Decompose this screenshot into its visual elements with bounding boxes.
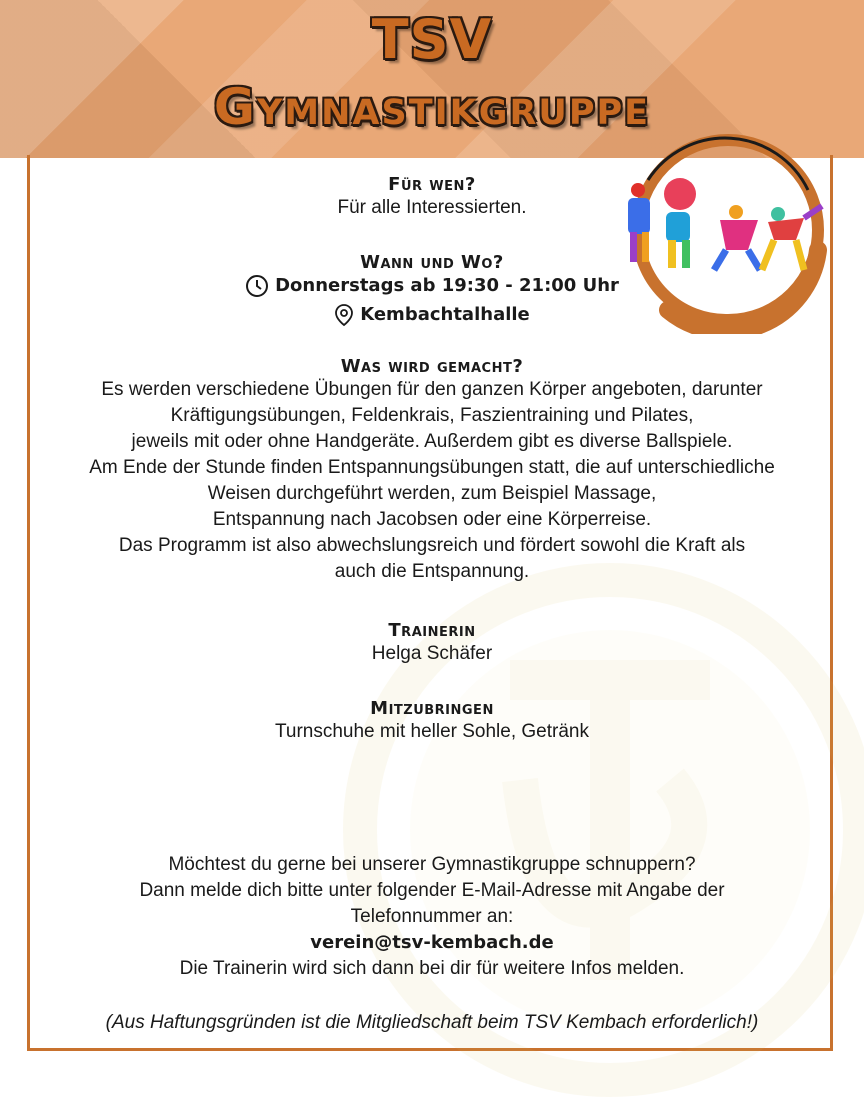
clock-icon bbox=[245, 274, 269, 298]
contact-line-2: Dann melde dich bitte unter folgender E-Mail-Adresse mit Angabe der bbox=[139, 880, 725, 901]
section-contact bbox=[40, 852, 824, 982]
section-trainerin bbox=[40, 620, 824, 667]
heading-fuer-wen: Für wen? bbox=[388, 174, 476, 195]
text-mitzubringen: Turnschuhe mit heller Sohle, Getränk bbox=[274, 721, 589, 742]
was-line: Das Programm ist also abwechslungsreich und fördert sowohl die Kraft als bbox=[118, 535, 746, 556]
title-gymnastikgruppe: Gymnastikgruppe bbox=[213, 78, 651, 136]
time-text: Donnerstags ab 19:30 - 21:00 Uhr bbox=[275, 275, 619, 296]
was-line: Weisen durchgeführt werden, zum Beispiel Massage, bbox=[207, 483, 657, 504]
was-line: Am Ende der Stunde finden Entspannungsübungen statt, die auf unterschiedliche bbox=[89, 457, 775, 478]
was-line: auch die Entspannung. bbox=[334, 561, 530, 582]
section-fuer-wen bbox=[40, 174, 824, 221]
membership-note: (Aus Haftungsgründen ist die Mitgliedschaft beim TSV Kembach erforderlich!) bbox=[105, 1012, 759, 1033]
heading-was-wird-gemacht: Was wird gemacht? bbox=[340, 356, 524, 377]
contact-line-4: Die Trainerin wird sich dann bei dir für weitere Infos melden. bbox=[179, 958, 685, 979]
text-fuer-wen: Für alle Interessierten. bbox=[337, 197, 527, 218]
heading-wann-wo: Wann und Wo? bbox=[360, 252, 504, 273]
contact-line-3: Telefonnummer an: bbox=[350, 906, 514, 927]
was-line: jeweils mit oder ohne Handgeräte. Außerdem gibt es diverse Ballspiele. bbox=[131, 431, 733, 452]
title-tsv: TSV bbox=[371, 8, 493, 71]
was-line: Entspannung nach Jacobsen oder eine Körperreise. bbox=[212, 509, 652, 530]
section-wann-wo bbox=[40, 252, 824, 331]
time-row bbox=[245, 273, 619, 299]
place-text: Kembachtalhalle bbox=[360, 304, 530, 325]
contact-line-1: Möchtest du gerne bei unserer Gymnastikgruppe schnuppern? bbox=[168, 854, 696, 875]
text-trainerin: Helga Schäfer bbox=[371, 643, 493, 664]
was-line: Kräftigungsübungen, Feldenkrais, Faszientraining und Pilates, bbox=[170, 405, 694, 426]
heading-mitzubringen: Mitzubringen bbox=[370, 698, 494, 719]
section-was-wird-gemacht bbox=[40, 356, 824, 585]
heading-trainerin: Trainerin bbox=[388, 620, 476, 641]
contact-email[interactable]: verein@tsv-kembach.de bbox=[310, 932, 554, 953]
location-pin-icon bbox=[334, 303, 354, 327]
was-line: Es werden verschiedene Übungen für den ganzen Körper angeboten, darunter bbox=[101, 379, 763, 400]
section-mitzubringen bbox=[40, 698, 824, 745]
place-row bbox=[334, 302, 530, 328]
